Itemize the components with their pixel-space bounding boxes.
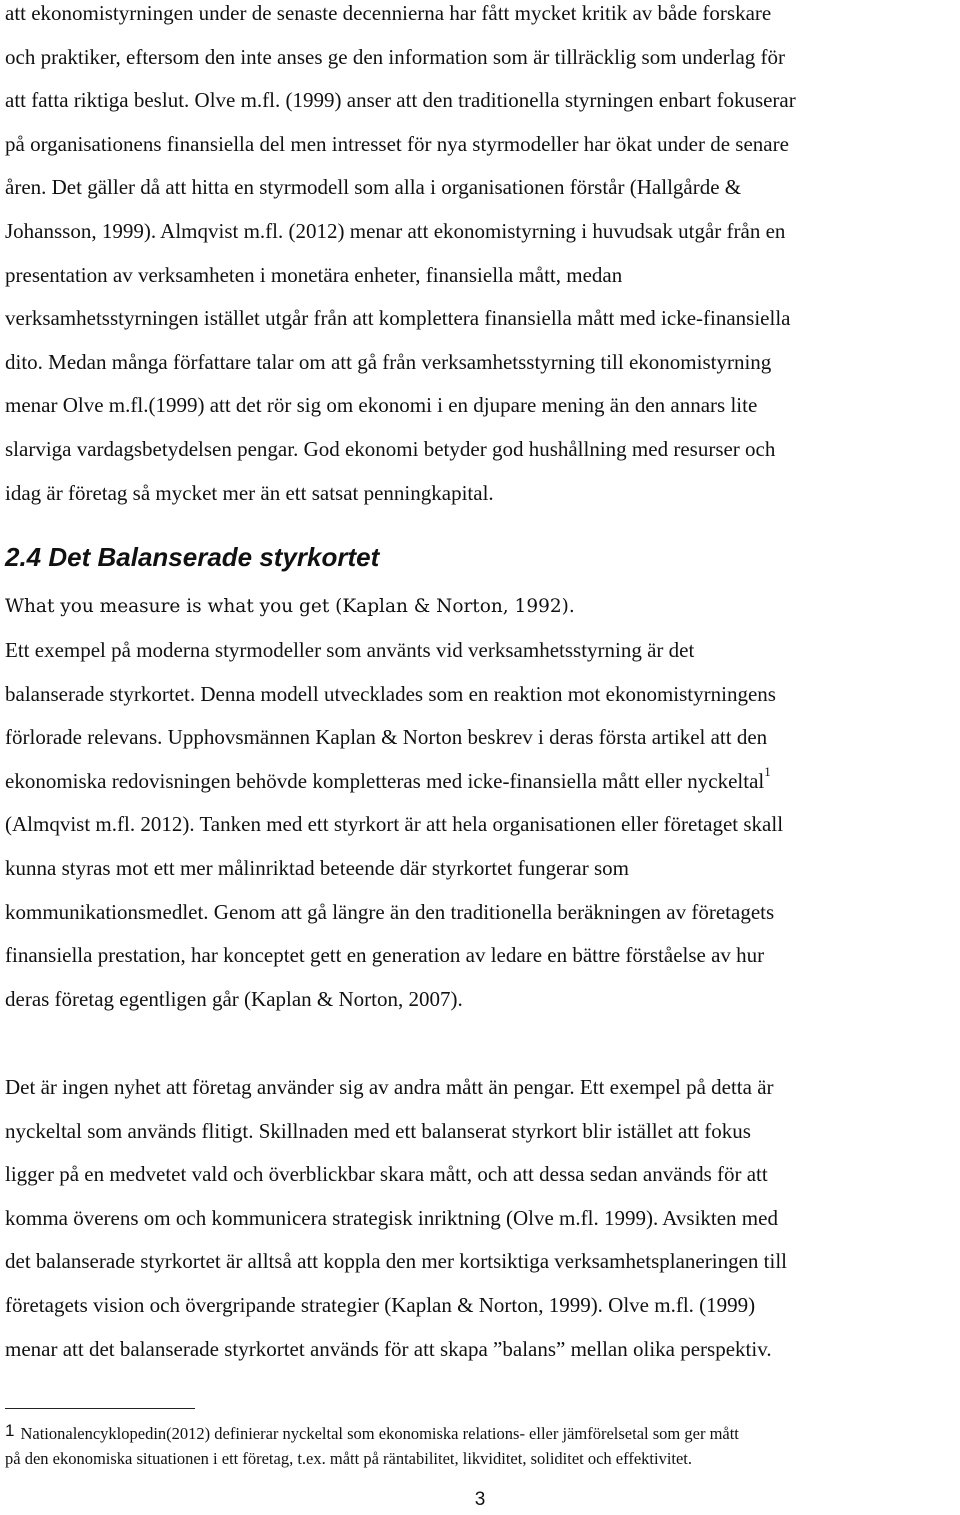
text-line: Det är ingen nyhet att företag använder sig av andra mått än pengar. Ett exempel på detta är xyxy=(5,1075,774,1099)
text-line: dito. Medan många författare talar om att gå från verksamhetsstyrning till ekonomistyrning xyxy=(5,349,772,374)
text-line: förlorade relevans. Upphovsmännen Kaplan & Norton beskrev i deras första artikel att den xyxy=(5,725,768,750)
text-line: balanserade styrkortet. Denna modell utvecklades som en reaktion mot ekonomistyrningens xyxy=(5,681,776,706)
text-line: ekonomiska redovisningen behövde kompletteras med icke-finansiella mått eller nyckeltal xyxy=(5,768,765,793)
footnote-text: på den ekonomiska situationen i ett företag, t.ex. mått på räntabilitet, likviditet, soliditet och effektivitet. xyxy=(5,1449,693,1468)
text-line: menar Olve m.fl.(1999) att det rör sig om ekonomi i en djupare mening än den annars lite xyxy=(5,393,758,418)
text-line: företagets vision och övergripande strategier (Kaplan & Norton, 1999). Olve m.fl. (1999) xyxy=(5,1292,756,1317)
body-paragraph-2 xyxy=(5,629,957,1021)
text-line: finansiella prestation, har konceptet gett en generation av ledare en bättre förståelse av hur xyxy=(5,943,765,968)
text-line: presentation av verksamheten i monetära enheter, finansiella mått, medan xyxy=(5,262,623,287)
body-paragraph-3 xyxy=(5,1066,957,1371)
footnote-reference[interactable]: 1 xyxy=(764,763,771,779)
page-number: 3 xyxy=(474,1489,486,1510)
text-line: nyckeltal som används flitigt. Skillnaden med ett balanserat styrkort blir istället att fokus xyxy=(5,1118,751,1143)
text-line: att fatta riktiga beslut. Olve m.fl. (1999) anser att den traditionella styrningen enbart fokuserar xyxy=(5,88,796,113)
text-line: deras företag egentligen går (Kaplan & Norton, 2007). xyxy=(5,986,463,1011)
text-line: åren. Det gäller då att hitta en styrmodell som alla i organisationen förstår (Hallgårde & xyxy=(5,175,742,200)
text-line: kommunikationsmedlet. Genom att gå längre än den traditionella beräkningen av företagets xyxy=(5,899,775,924)
text-line: verksamhetsstyrningen istället utgår från att komplettera finansiella mått med icke-finansiella xyxy=(5,306,791,331)
text-line: det balanserade styrkortet är alltså att koppla den mer kortsiktiga verksamhetsplaneringen till xyxy=(5,1249,787,1274)
text-line: Johansson, 1999). Almqvist m.fl. (2012) menar att ekonomistyrning i huvudsak utgår från en xyxy=(5,218,786,243)
text-line-with-footnote xyxy=(5,760,957,804)
text-line: ligger på en medvetet vald och överblickbar skara mått, och att dessa sedan används för att xyxy=(5,1162,768,1187)
text-line: på organisationens finansiella del men intresset för nya styrmodeller har ökat under de senare xyxy=(5,131,789,156)
footnote xyxy=(5,1421,955,1471)
text-line: idag är företag så mycket mer än ett satsat penningkapital. xyxy=(5,480,494,505)
text-line: komma överens om och kommunicera strategisk inriktning (Olve m.fl. 1999). Avsikten med xyxy=(5,1205,778,1230)
text-line: och praktiker, eftersom den inte anses ge den information som är tillräcklig som underlag för xyxy=(5,44,786,69)
footnote-divider xyxy=(5,1408,195,1409)
section-heading: 2.4 Det Balanserade styrkortet xyxy=(5,542,380,572)
text-line: Ett exempel på moderna styrmodeller som använts vid verksamhetsstyrning är det xyxy=(5,638,695,662)
text-line: menar att det balanserade styrkortet används för att skapa ”balans” mellan olika perspektiv. xyxy=(5,1336,772,1361)
epigraph-quote: What you measure is what you get (Kaplan & Norton, 1992). xyxy=(5,596,575,617)
text-line: (Almqvist m.fl. 2012). Tanken med ett styrkort är att hela organisationen eller företaget skall xyxy=(5,812,784,837)
text-line: slarviga vardagsbetydelsen pengar. God ekonomi betyder god hushållning med resurser och xyxy=(5,436,776,461)
text-line: att ekonomistyrningen under de senaste decennierna har fått mycket kritik av både forskare xyxy=(5,1,772,25)
text-line: kunna styras mot ett mer målinriktad beteende där styrkortet fungerar som xyxy=(5,855,629,880)
body-paragraph-1 xyxy=(5,0,957,515)
footnote-line xyxy=(5,1421,955,1446)
footnote-number: 1 xyxy=(5,1421,15,1440)
footnote-text: Nationalencyklopedin(2012) definierar nyckeltal som ekonomiska relations- eller jämförelsetal som ger mått xyxy=(20,1424,739,1443)
